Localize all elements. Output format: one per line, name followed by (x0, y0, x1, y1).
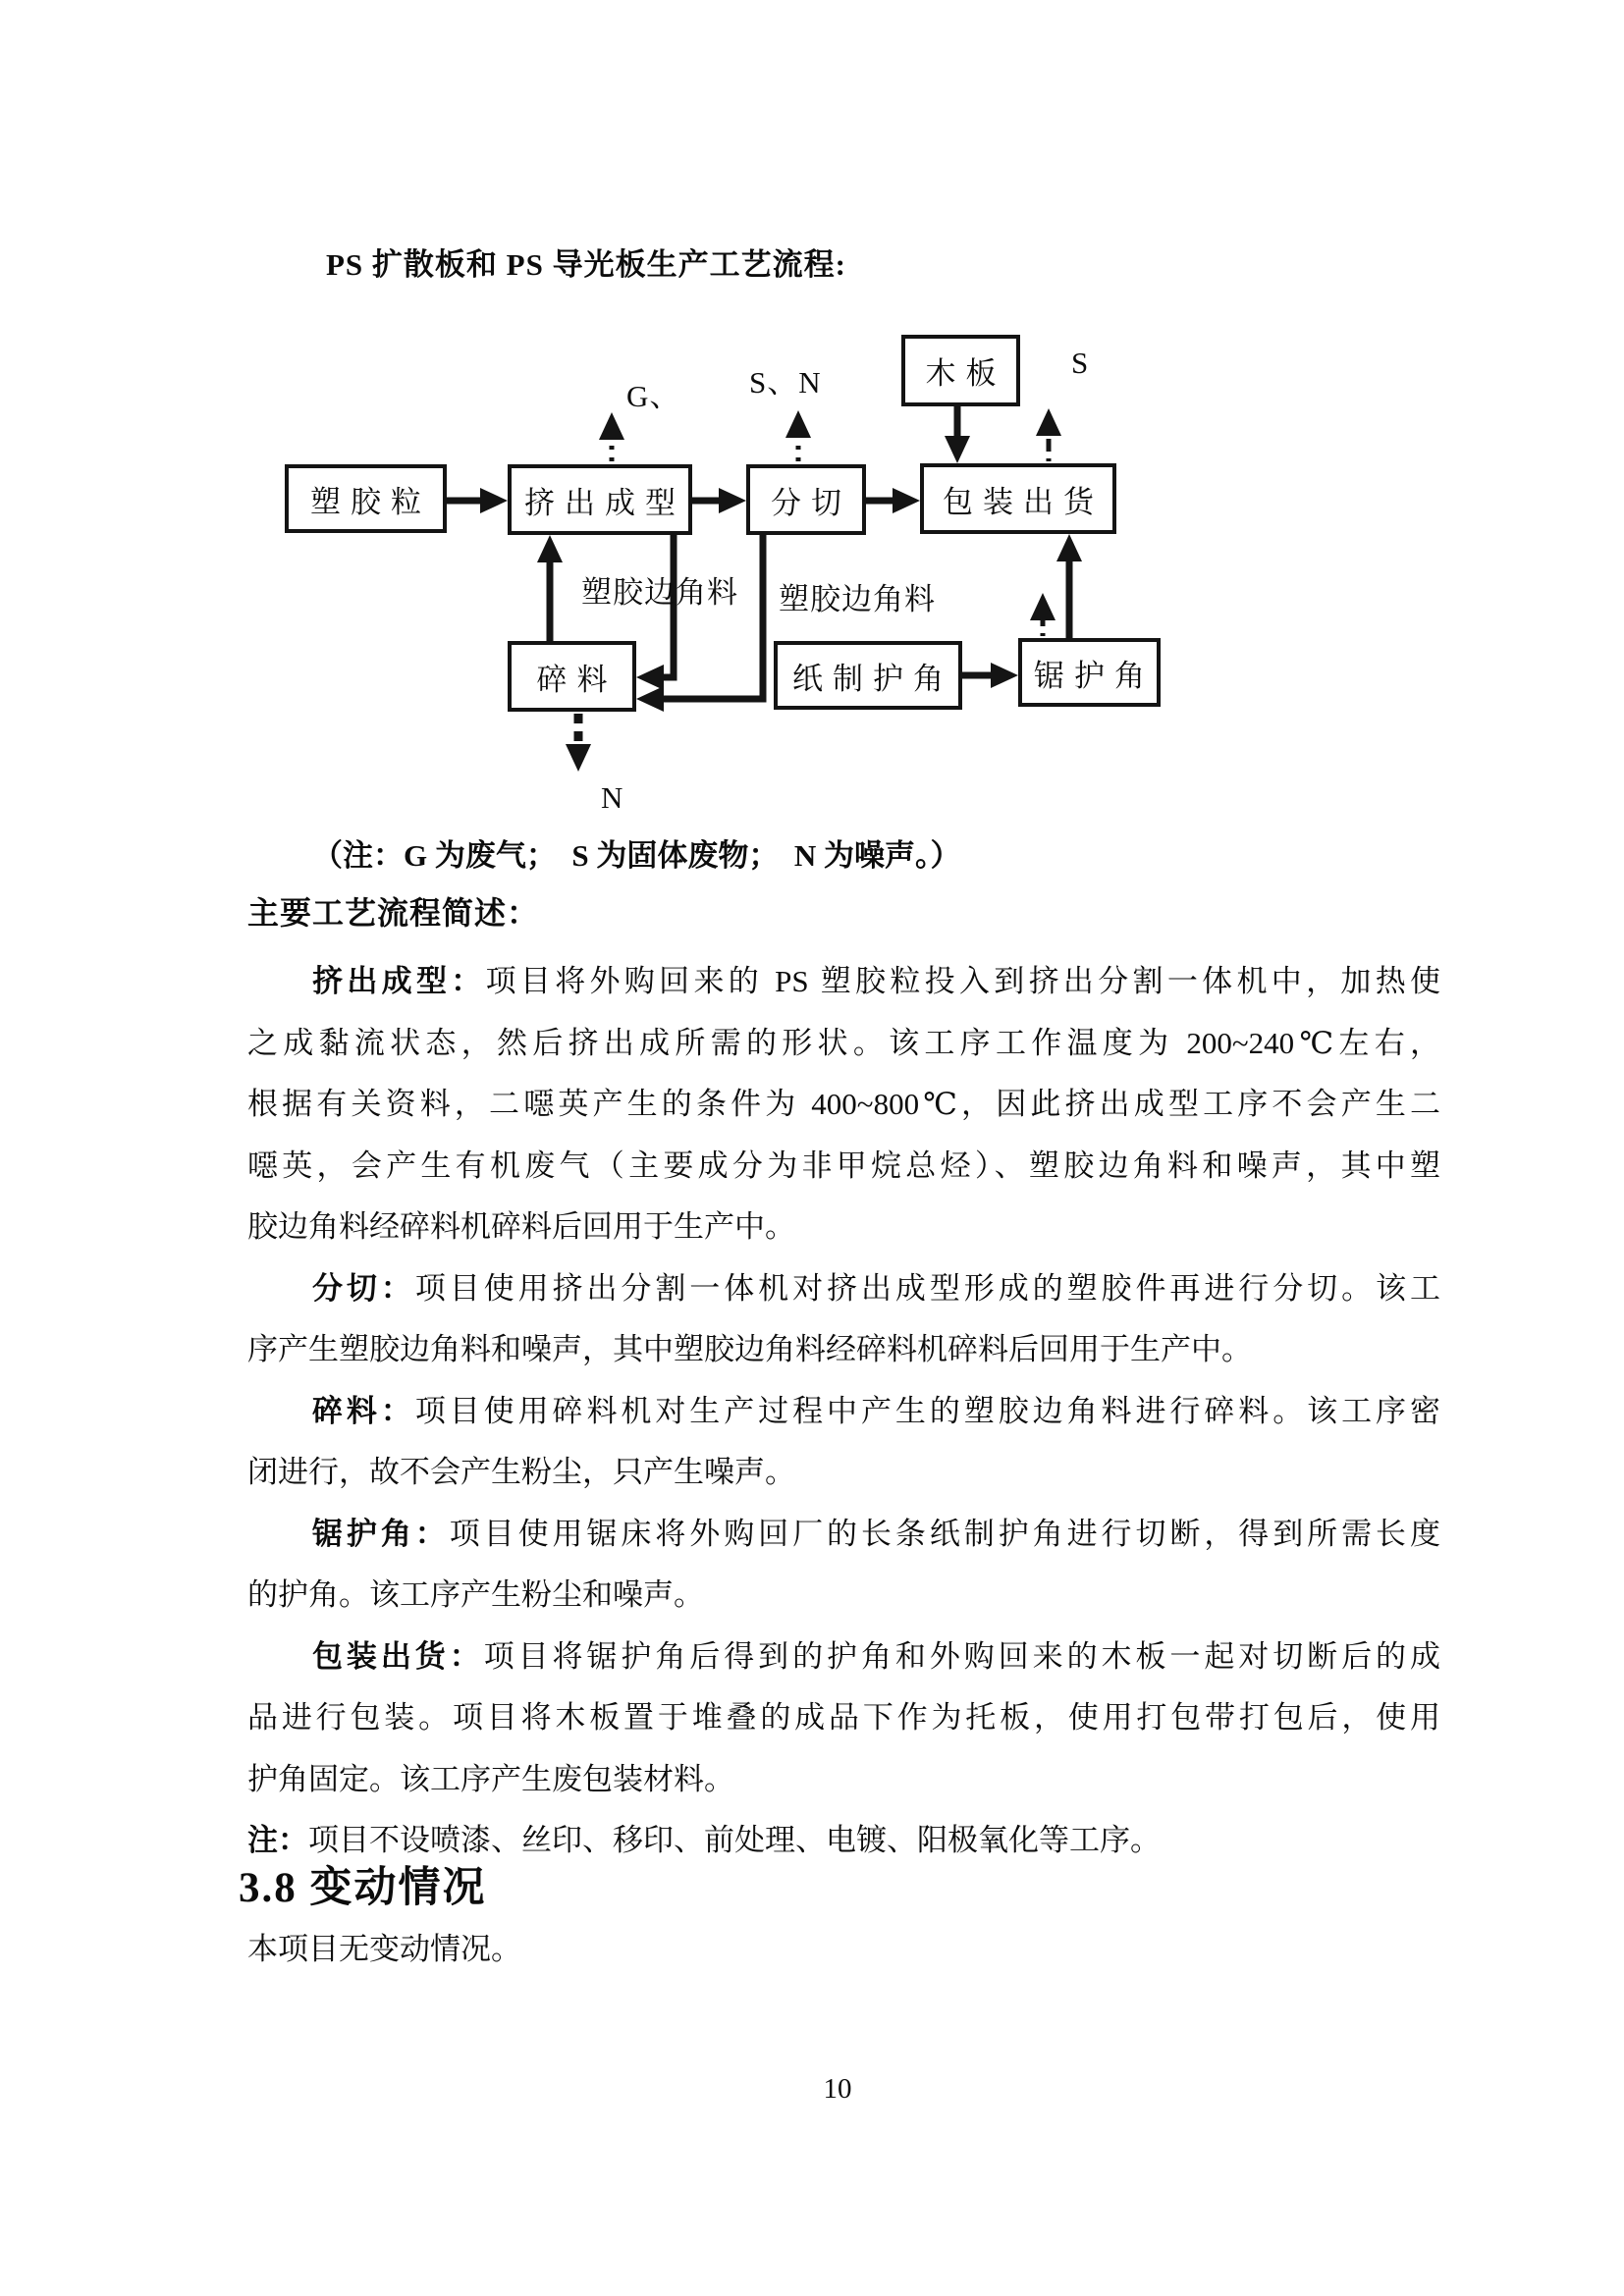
flow-arrowhead (636, 665, 664, 690)
scrap-label-2: 塑胶边角料 (779, 582, 936, 616)
body-line: 序产生塑胶边角料和噪声，其中塑胶边角料经碎料机碎料后回用于生产中。 (247, 1332, 1252, 1366)
paragraph-lead: 锯护角： (312, 1516, 450, 1551)
body-line: 护角固定。该工序产生废包装材料。 (247, 1761, 734, 1796)
closing-paragraph: 本项目无变动情况。 (247, 1932, 521, 1966)
section-heading-3-8: 3.8 变动情况 (239, 1865, 487, 1911)
flow-arrowhead (893, 488, 920, 513)
flow-box-cutting: 分切 (746, 464, 866, 535)
gas-label: G、 (626, 379, 681, 413)
body-line: 胶边角料经碎料机碎料后回用于生产中。 (247, 1209, 795, 1244)
flow-arrowhead (636, 686, 664, 712)
body-line: 噁英，会产生有机废气（主要成分为非甲烷总烃）、塑胶边角料和噪声，其中塑 (247, 1148, 1440, 1183)
flow-box-crushing: 碎料 (508, 641, 636, 712)
page-number: 10 (823, 2073, 852, 2105)
flow-arrowhead (480, 488, 508, 513)
flow-box-extrusion: 挤出成型 (508, 464, 692, 535)
flow-box-paper-corner: 纸制护角 (774, 641, 962, 710)
body-line: 锯护角：项目使用锯床将外购回厂的长条纸制护角进行切断，得到所需长度 (312, 1516, 1440, 1551)
scrap-label-1: 塑胶边角料 (581, 575, 738, 610)
body-line: 品进行包装。项目将木板置于堆叠的成品下作为托板，使用打包带打包后，使用 (247, 1700, 1440, 1735)
n-label: N (601, 780, 624, 815)
paragraph-lead: 注： (247, 1823, 308, 1857)
body-line: 分切：项目使用挤出分割一体机对挤出成型形成的塑胶件再进行分切。该工 (312, 1270, 1440, 1306)
flow-arrowhead (785, 410, 811, 438)
paragraph-lead: 包装出货： (312, 1638, 484, 1674)
flow-box-saw-corner: 锯护角 (1018, 638, 1161, 707)
paragraph-lead: 挤出成型： (312, 964, 486, 998)
flow-box-packing: 包装出货 (920, 463, 1116, 534)
body-line: 闭进行，故不会产生粉尘，只产生噪声。 (247, 1455, 795, 1489)
flow-box-plastic-pellets: 塑胶粒 (285, 464, 447, 533)
flow-arrowhead (537, 535, 563, 562)
flow-arrowhead (1030, 593, 1056, 620)
body-line: 之成黏流状态，然后挤出成所需的形状。该工序工作温度为 200~240℃左右， (247, 1025, 1440, 1060)
body-line: 碎料：项目使用碎料机对生产过程中产生的塑胶边角料进行碎料。该工序密 (312, 1393, 1440, 1428)
flow-arrowhead (566, 744, 591, 772)
body-line: 的护角。该工序产生粉尘和噪声。 (247, 1577, 704, 1612)
flowchart-title: PS 扩散板和 PS 导光板生产工艺流程: (326, 247, 846, 282)
flow-arrowhead (991, 663, 1018, 688)
body-line: 包装出货：项目将锯护角后得到的护角和外购回来的木板一起对切断后的成 (312, 1638, 1440, 1674)
flow-arrowhead (1036, 408, 1061, 436)
s-label: S (1071, 346, 1090, 380)
paragraph-lead: 分切： (312, 1270, 415, 1306)
body-line: 注：项目不设喷漆、丝印、移印、前处理、电镀、阳极氧化等工序。 (247, 1823, 1161, 1857)
flowchart-legend: （注：G 为废气； S 为固体废物； N 为噪声。） (312, 838, 961, 873)
sn-label: S、N (749, 365, 822, 400)
paragraph-lead: 碎料： (312, 1393, 415, 1428)
section-heading: 主要工艺流程简述： (247, 895, 540, 931)
flowchart-arrows (0, 0, 1624, 883)
flow-arrowhead (719, 488, 746, 513)
flow-box-wood-board: 木板 (901, 335, 1020, 406)
flow-arrowhead (945, 436, 970, 463)
body-line: 根据有关资料，二噁英产生的条件为 400~800℃，因此挤出成型工序不会产生二 (247, 1087, 1440, 1121)
body-text (247, 951, 1440, 1872)
flow-arrowhead (599, 412, 624, 440)
flow-arrowhead (1056, 534, 1082, 561)
body-line: 挤出成型：项目将外购回来的 PS 塑胶粒投入到挤出分割一体机中，加热使 (312, 964, 1441, 998)
